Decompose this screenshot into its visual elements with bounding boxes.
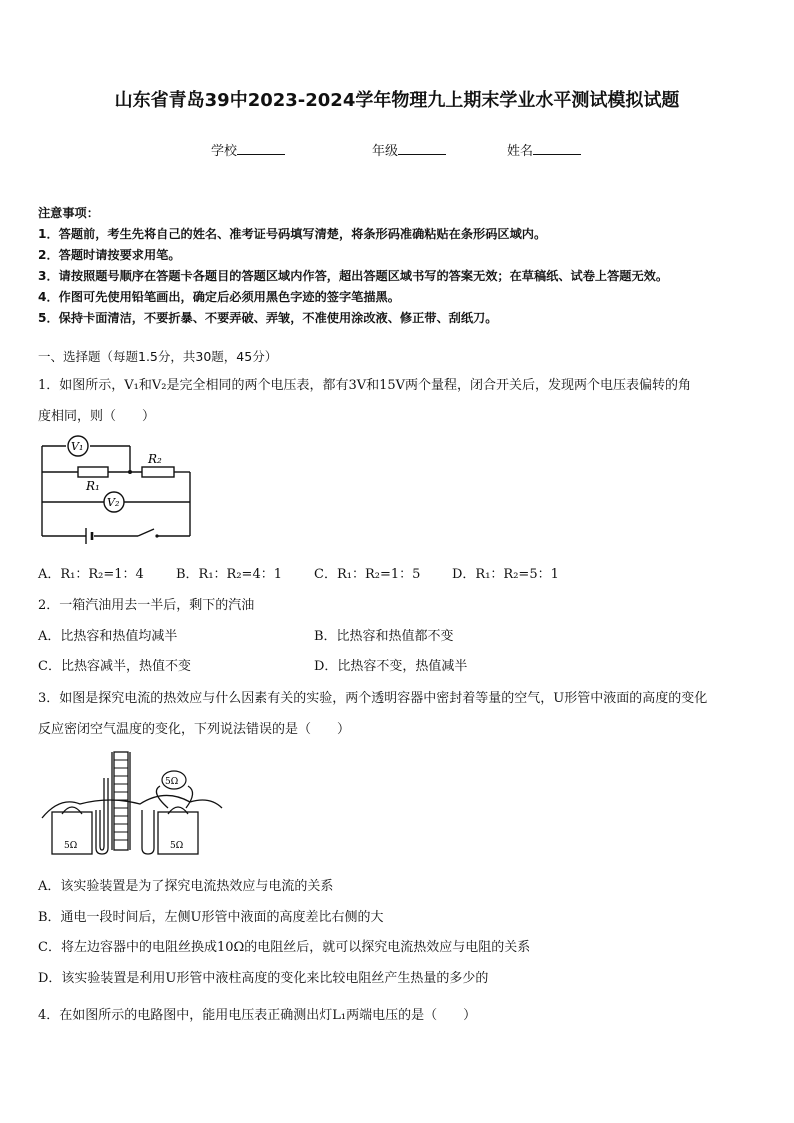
name-label: 姓名 (507, 144, 534, 159)
name-blank[interactable] (533, 142, 581, 155)
grade-field (372, 140, 446, 159)
r2-label: R₂ (148, 452, 162, 466)
q3-option-c[interactable]: C．将左边容器中的电阻丝换成10Ω的电阻丝后，就可以探究电流热效应与电阻的关系 (38, 940, 531, 955)
notes-heading: 注意事项： (38, 206, 99, 220)
question-3-line1: 3．如图是探究电流的热效应与什么因素有关的实验，两个透明容器中密封着等量的空气，U形管中液面的高度的变化 (38, 691, 708, 706)
note-item: 1．答题前，考生先将自己的姓名、准考证号码填写清楚，将条形码准确粘贴在条形码区域内。 (38, 227, 547, 241)
right-resistor-label: 5Ω (170, 841, 184, 851)
note-item: 2．答题时请按要求用笔。 (38, 248, 181, 262)
r1-label: R₁ (86, 479, 100, 493)
note-item: 3．请按照题号顺序在答题卡各题目的答题区域内作答，超出答题区域书写的答案无效；在草稿纸、试卷上答题无效。 (38, 269, 669, 283)
left-resistor-label: 5Ω (64, 841, 78, 851)
q2-option-a[interactable]: A．比热容和热值均减半 (38, 629, 178, 644)
q3-option-b[interactable]: B．通电一段时间后，左侧U形管中液面的高度差比右侧的大 (38, 910, 384, 925)
page-title: 山东省青岛39中2023-2024学年物理九上期末学业水平测试模拟试题 (114, 90, 680, 111)
grade-label: 年级 (372, 144, 399, 159)
note-item: 5．保持卡面清洁，不要折暴、不要弄破、弄皱，不准使用涂改液、修正带、刮纸刀。 (38, 311, 498, 325)
v2-label: V₂ (107, 496, 120, 509)
q1-option-c[interactable]: C．R₁：R₂=1：5 (314, 567, 421, 582)
question-4-stem: 4．在如图所示的电路图中，能用电压表正确测出灯L₁两端电压的是（ ） (38, 1008, 477, 1023)
q1-option-b[interactable]: B．R₁：R₂=4：1 (176, 567, 282, 582)
notes-block (38, 203, 668, 329)
question-2-stem: 2．一箱汽油用去一半后，剩下的汽油 (38, 598, 255, 613)
grade-blank[interactable] (398, 142, 446, 155)
question-1-line2: 度相同，则（ ） (38, 409, 156, 424)
question-3-line2: 反应密闭空气温度的变化，下列说法错误的是（ ） (38, 722, 351, 737)
school-blank[interactable] (237, 142, 285, 155)
q3-option-a[interactable]: A．该实验装置是为了探究电流热效应与电流的关系 (38, 879, 334, 894)
q2-option-d[interactable]: D．比热容不变，热值减半 (314, 659, 468, 674)
q2-option-c[interactable]: C．比热容减半，热值不变 (38, 659, 191, 674)
school-label: 学校 (211, 144, 238, 159)
school-field (211, 140, 285, 159)
q3-option-d[interactable]: D．该实验装置是利用U形管中液柱高度的变化来比较电阻丝产生热量的多少的 (38, 971, 489, 986)
note-item: 4．作图可先使用铅笔画出，确定后必须用黑色字迹的签字笔描黑。 (38, 290, 400, 304)
circuit-figure-q1 (38, 432, 198, 550)
top-resistor-label: 5Ω (165, 777, 179, 787)
heating-apparatus-figure (40, 748, 230, 858)
name-field (507, 140, 581, 159)
section-heading: 一、选择题（每题1.5分，共30题，45分） (38, 349, 278, 364)
q2-option-b[interactable]: B．比热容和热值都不变 (314, 629, 454, 644)
q1-option-a[interactable]: A．R₁：R₂=1：4 (38, 567, 144, 582)
q1-option-d[interactable]: D．R₁：R₂=5：1 (452, 567, 559, 582)
v1-label: V₁ (71, 440, 84, 453)
question-1-line1: 1．如图所示，V₁和V₂是完全相同的两个电压表，都有3V和15V两个量程，闭合开关后，发现两个电压表偏转的角 (38, 378, 692, 393)
